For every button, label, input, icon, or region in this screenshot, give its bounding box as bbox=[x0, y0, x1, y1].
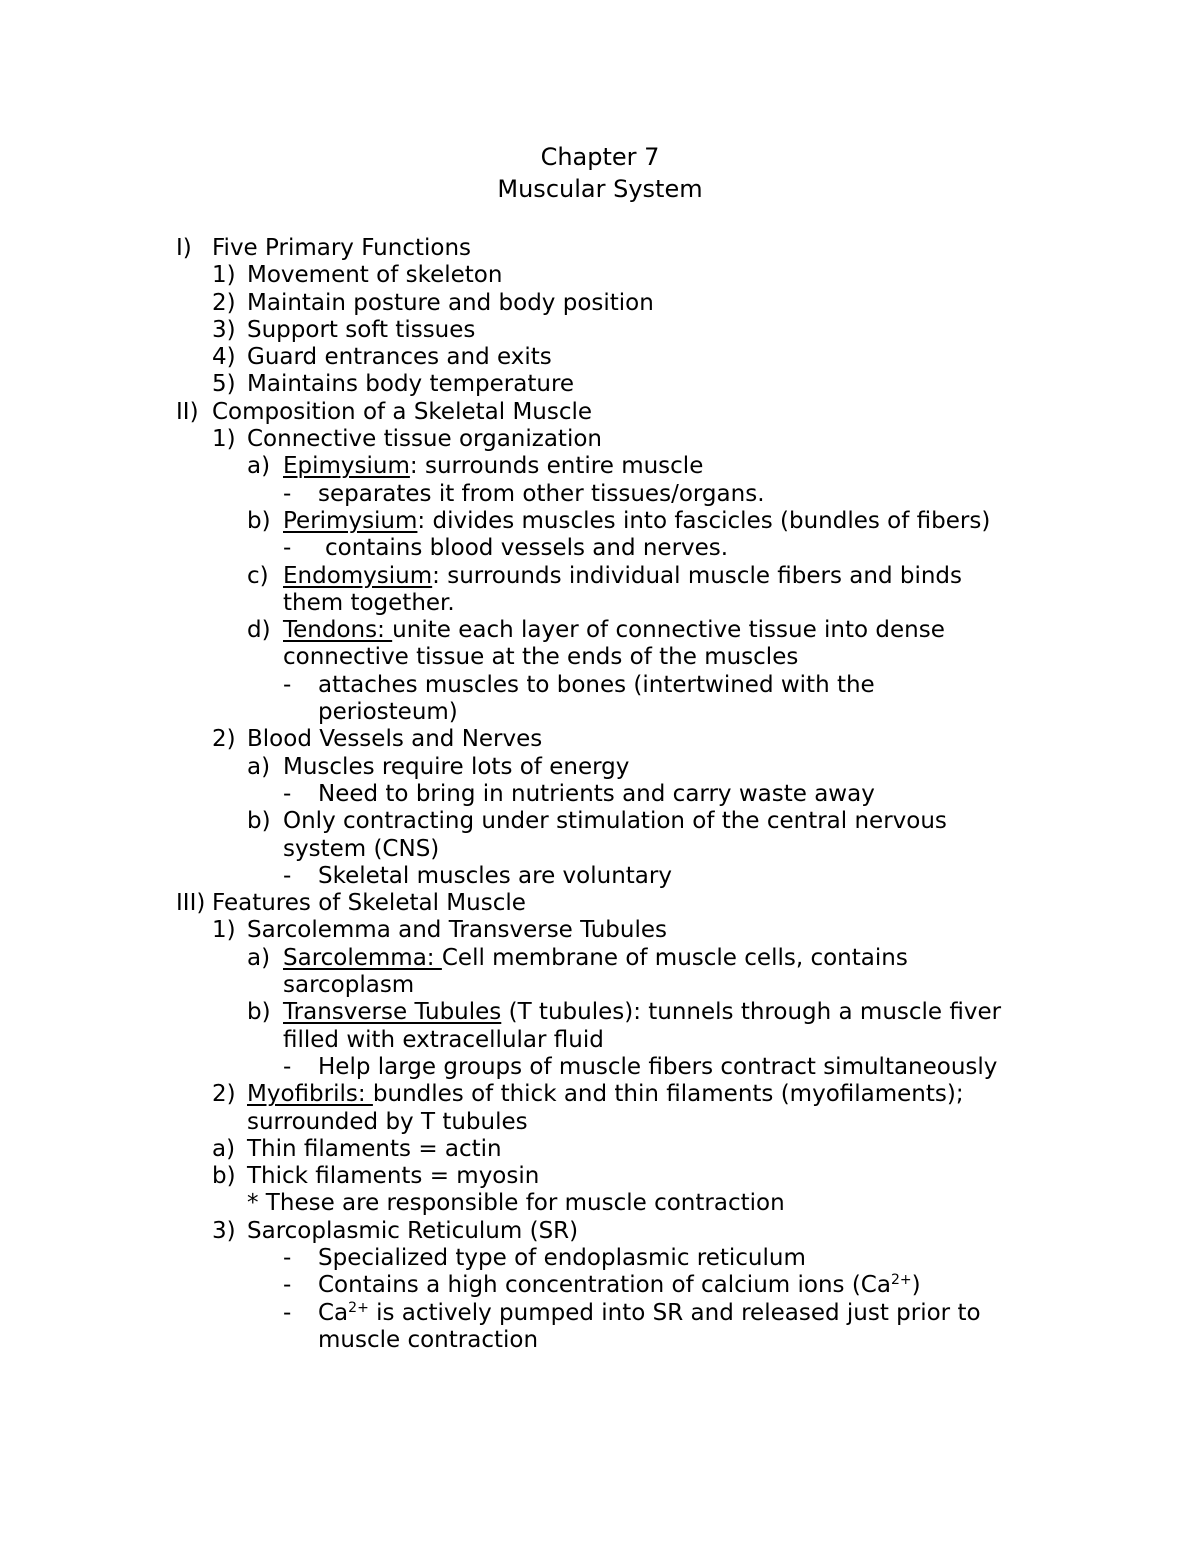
dash-marker: - bbox=[283, 480, 292, 507]
item-marker: 1) bbox=[212, 262, 236, 289]
note-text: Skeletal muscles are voluntary bbox=[318, 862, 672, 889]
note-text: separates it from other tissues/organs. bbox=[318, 480, 765, 507]
section-marker: II) bbox=[176, 398, 199, 425]
list-item bbox=[0, 1081, 1200, 1108]
definition: unite each layer of connective tissue into dense bbox=[392, 617, 945, 644]
item-text: Maintains body temperature bbox=[247, 371, 575, 398]
item-text: Blood Vessels and Nerves bbox=[247, 726, 543, 753]
page-title: Muscular System bbox=[497, 175, 703, 203]
sub-item-text: Muscles require lots of energy bbox=[283, 753, 630, 780]
item-marker: 2) bbox=[212, 726, 236, 753]
definition: : surrounds entire muscle bbox=[409, 453, 704, 480]
sub-item-text bbox=[283, 508, 990, 535]
definition: Cell membrane of muscle cells, contains bbox=[441, 944, 908, 971]
section-heading: Composition of a Skeletal Muscle bbox=[212, 398, 593, 425]
continuation-line bbox=[0, 644, 1200, 671]
sub-item-marker: a) bbox=[212, 1135, 236, 1162]
term: Tendons: bbox=[283, 617, 393, 644]
superscript: 2+ bbox=[890, 1272, 912, 1289]
dash-marker: - bbox=[283, 1299, 292, 1326]
sub-item-text bbox=[283, 563, 962, 590]
note-text: * These are responsible for muscle contraction bbox=[247, 1190, 785, 1217]
definition: bundles of thick and thin filaments (myofilaments); bbox=[372, 1081, 964, 1108]
list-item bbox=[0, 344, 1200, 371]
item-text: Sarcolemma and Transverse Tubules bbox=[247, 917, 667, 944]
note-prefix: Ca bbox=[318, 1299, 349, 1326]
continuation-line bbox=[0, 972, 1200, 999]
sub-item bbox=[0, 808, 1200, 835]
sub-item bbox=[0, 754, 1200, 781]
term: Endomysium bbox=[283, 562, 433, 589]
dash-marker: - bbox=[283, 862, 292, 889]
list-item bbox=[0, 262, 1200, 289]
item-text: Guard entrances and exits bbox=[247, 344, 552, 371]
outline bbox=[0, 235, 1200, 1354]
continuation-text: system (CNS) bbox=[283, 835, 440, 862]
definition: (T tubules): tunnels through a muscle fiver bbox=[501, 999, 1002, 1026]
item-marker: 5) bbox=[212, 371, 236, 398]
item-text: Sarcoplasmic Reticulum (SR) bbox=[247, 1217, 579, 1244]
section-marker: III) bbox=[176, 890, 206, 917]
item-text: Movement of skeleton bbox=[247, 262, 503, 289]
sub-item-marker: b) bbox=[247, 999, 271, 1026]
item-marker: 1) bbox=[212, 917, 236, 944]
sub-item bbox=[0, 617, 1200, 644]
item-marker: 3) bbox=[212, 316, 236, 343]
continuation-text: muscle contraction bbox=[318, 1326, 539, 1353]
continuation-text: them together. bbox=[283, 589, 455, 616]
item-marker: 2) bbox=[212, 1081, 236, 1108]
continuation-line bbox=[0, 1027, 1200, 1054]
dash-marker: - bbox=[283, 1053, 292, 1080]
note-text bbox=[318, 1272, 921, 1299]
superscript: 2+ bbox=[348, 1299, 369, 1316]
continuation-text: connective tissue at the ends of the muscles bbox=[283, 644, 799, 671]
list-item bbox=[0, 290, 1200, 317]
note-text: contains blood vessels and nerves. bbox=[325, 535, 729, 562]
sub-item-text bbox=[283, 999, 1001, 1026]
term: Perimysium bbox=[283, 507, 418, 534]
item-text: Connective tissue organization bbox=[247, 426, 602, 453]
sub-item bbox=[0, 563, 1200, 590]
dash-marker: - bbox=[283, 1272, 292, 1299]
sub-item bbox=[0, 508, 1200, 535]
item-marker: 1) bbox=[212, 426, 236, 453]
definition: : surrounds individual muscle fibers and binds bbox=[432, 562, 963, 589]
sub-item-text: Thin filaments = actin bbox=[247, 1135, 502, 1162]
section-marker: I) bbox=[176, 235, 192, 261]
outline-section bbox=[0, 890, 1200, 917]
list-item bbox=[0, 1218, 1200, 1245]
list-item bbox=[0, 317, 1200, 344]
sub-item bbox=[0, 453, 1200, 480]
sub-item bbox=[0, 1163, 1200, 1190]
sub-item-text: Thick filaments = myosin bbox=[247, 1163, 540, 1190]
sub-item-marker: a) bbox=[247, 453, 271, 480]
continuation-text: periosteum) bbox=[318, 699, 458, 726]
list-item bbox=[0, 917, 1200, 944]
dash-note bbox=[0, 672, 1200, 699]
dash-note bbox=[0, 781, 1200, 808]
sub-item-marker: c) bbox=[247, 562, 269, 589]
definition: : divides muscles into fascicles (bundles of fibers) bbox=[417, 507, 991, 534]
dash-marker: - bbox=[283, 780, 292, 807]
term: Myofibrils: bbox=[247, 1081, 373, 1108]
note-body: Contains a high concentration of calcium ions (Ca bbox=[318, 1272, 891, 1299]
continuation-text: filled with extracellular fluid bbox=[283, 1026, 604, 1053]
dash-note bbox=[0, 535, 1200, 562]
item-marker: 4) bbox=[212, 344, 236, 371]
continuation-text: surrounded by T tubules bbox=[247, 1108, 528, 1135]
note-body: is actively pumped into SR and released just prior to bbox=[368, 1299, 981, 1326]
sub-item-marker: b) bbox=[247, 507, 271, 534]
continuation-line bbox=[0, 590, 1200, 617]
dash-note bbox=[0, 1054, 1200, 1081]
sub-item bbox=[0, 999, 1200, 1026]
term: Epimysium bbox=[283, 453, 410, 480]
item-text: Support soft tissues bbox=[247, 316, 476, 343]
note-text: attaches muscles to bones (intertwined with the bbox=[318, 671, 875, 698]
continuation-line bbox=[0, 1327, 1200, 1354]
sub-item bbox=[0, 1136, 1200, 1163]
dash-marker: - bbox=[283, 1244, 292, 1271]
sub-item bbox=[0, 945, 1200, 972]
continuation-line bbox=[0, 1109, 1200, 1136]
item-text bbox=[247, 1081, 964, 1108]
dash-marker: - bbox=[283, 535, 292, 562]
sub-item-text bbox=[283, 617, 945, 644]
note-text: Need to bring in nutrients and carry waste away bbox=[318, 780, 875, 807]
sub-item-text bbox=[283, 453, 703, 480]
dash-note bbox=[0, 863, 1200, 890]
note-text: Help large groups of muscle fibers contract simultaneously bbox=[318, 1053, 998, 1080]
list-item bbox=[0, 426, 1200, 453]
continuation-text: sarcoplasm bbox=[283, 972, 415, 999]
list-item bbox=[0, 726, 1200, 753]
term: Transverse Tubules bbox=[283, 999, 502, 1026]
dash-note bbox=[0, 1300, 1200, 1327]
list-item bbox=[0, 371, 1200, 398]
sub-item-text: Only contracting under stimulation of the central nervous bbox=[283, 808, 947, 835]
item-marker: 3) bbox=[212, 1217, 236, 1244]
continuation-line bbox=[0, 699, 1200, 726]
sub-item-marker: b) bbox=[247, 808, 271, 835]
note-text bbox=[318, 1300, 981, 1327]
section-heading: Features of Skeletal Muscle bbox=[212, 890, 526, 917]
dash-note bbox=[0, 1272, 1200, 1299]
dash-note bbox=[0, 481, 1200, 508]
outline-section bbox=[0, 399, 1200, 426]
note-text: Specialized type of endoplasmic reticulum bbox=[318, 1244, 806, 1271]
sub-item-marker: a) bbox=[247, 753, 271, 780]
sub-item-marker: d) bbox=[247, 617, 271, 644]
term: Sarcolemma: bbox=[283, 944, 442, 971]
item-marker: 2) bbox=[212, 289, 236, 316]
dash-note bbox=[0, 1245, 1200, 1272]
item-text: Maintain posture and body position bbox=[247, 289, 654, 316]
sub-item-marker: b) bbox=[212, 1163, 236, 1190]
star-note bbox=[0, 1190, 1200, 1217]
sub-item-text bbox=[283, 945, 908, 972]
continuation-line bbox=[0, 836, 1200, 863]
sub-item-marker: a) bbox=[247, 944, 271, 971]
chapter-heading: Chapter 7 bbox=[540, 143, 660, 171]
outline-section bbox=[0, 235, 1200, 262]
note-tail: ) bbox=[911, 1272, 921, 1299]
section-heading: Five Primary Functions bbox=[212, 235, 472, 261]
dash-marker: - bbox=[283, 671, 292, 698]
